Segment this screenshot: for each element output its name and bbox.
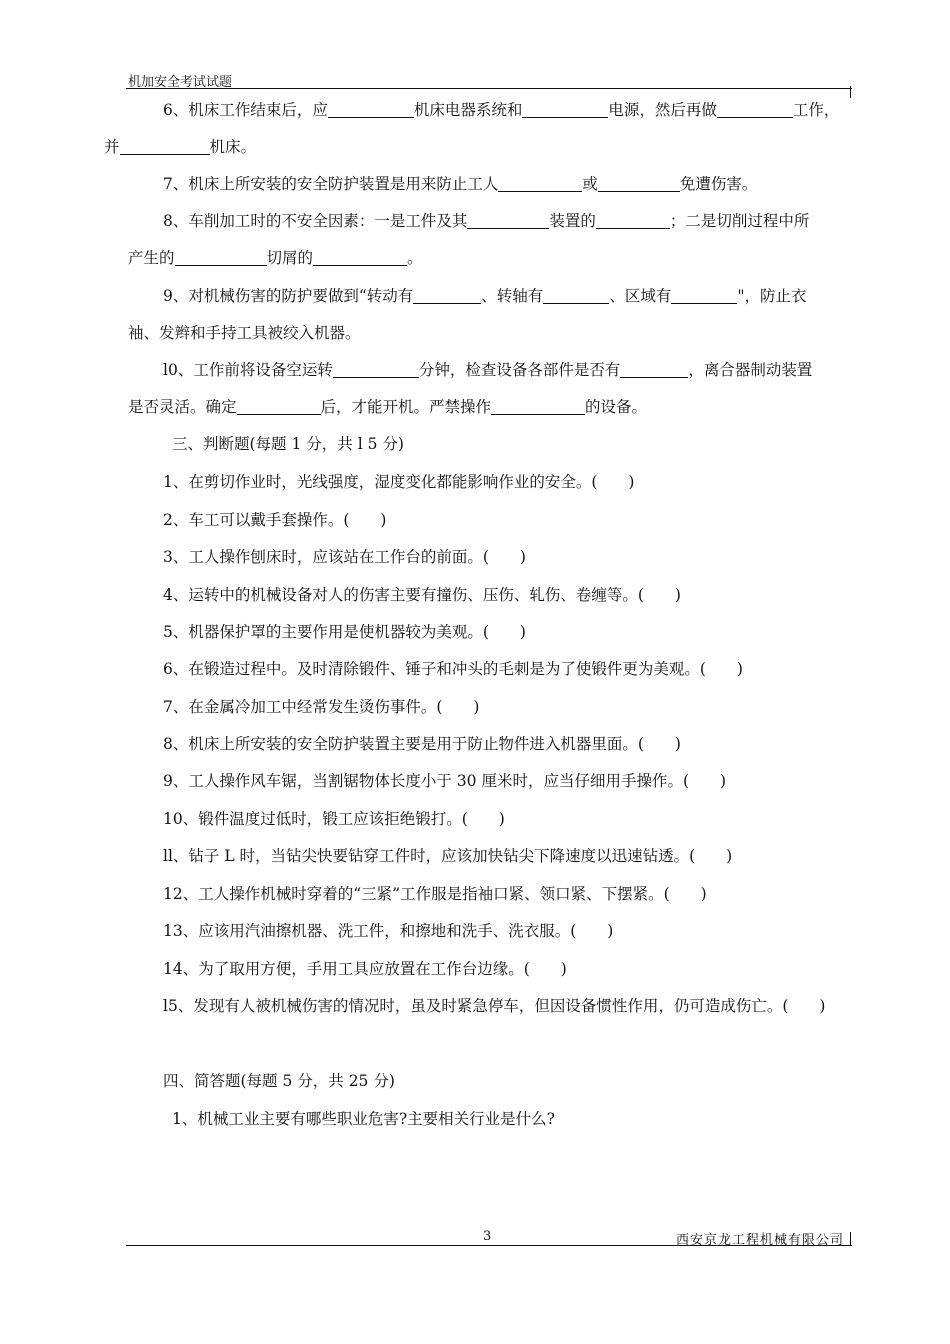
fill-question-9-line-1 [163,286,806,306]
judgment-item: 7、在金属冷加工中经常发生烫伤事件。( ) [163,698,480,716]
q8-text-3: ；二是切削过程中所 [669,212,810,230]
section-heading-judgment: 三、判断题(每题 1 分，共 l 5 分) [172,435,404,453]
judgment-item: 1、在剪切作业时，光线强度，湿度变化都能影响作业的安全。( ) [163,473,635,491]
q7-text-2: 或 [582,175,598,193]
answer-blank [467,214,549,229]
q9-text-3: 、区域有 [609,287,672,305]
judgment-item: 6、在锻造过程中。及时清除锻件、锤子和冲头的毛刺是为了使锻件更为美观。( ) [163,660,743,678]
answer-blank [596,214,670,229]
fill-question-10-line-1 [163,360,812,380]
fill-question-10-line-2 [128,397,647,417]
q8-text-2: 装置的 [549,212,596,230]
q9-text-1: 9、对机械伤害的防护要做到“转动有 [163,287,414,305]
q6-text-2: 机床电器系统和 [413,101,523,119]
company-name: 西安京龙工程机械有限公司 [676,1233,845,1248]
q7-text-3: 免遭伤害。 [679,175,758,193]
q9-text-5: 袖、发辫和手持工具被绞入机器。 [128,324,361,342]
short-answer-item: 1、机械工业主要有哪些职业危害?主要相关行业是什么? [172,1110,555,1128]
q10-text-6: 的设备。 [585,398,648,416]
q10-text-1: l0、工作前将设备空运转 [163,361,333,379]
q10-text-2: 分钟，检查设备各部件是否有 [418,361,621,379]
judgment-item: 14、为了取用方便，手用工具应放置在工作台边缘。( ) [163,960,567,978]
judgment-item: ll、钻子 L 时，当钻尖快要钻穿工件时，应该加快钻尖下降速度以迅速钻透。( ) [163,847,733,865]
answer-blank [175,251,267,266]
q10-text-4: 是否灵活。确定 [128,398,237,416]
header-title: 机加安全考试试题 [128,75,233,90]
q9-text-4: "，防止衣 [737,287,807,305]
answer-blank [333,363,419,378]
judgment-item: 9、工人操作风车锯，当割锯物体长度小于 30 厘米时，应当仔细用手操作。( ) [163,772,727,790]
q6-text-4: 工作， [792,101,840,119]
answer-blank [598,177,680,192]
answer-blank [620,363,688,378]
answer-blank [120,140,210,155]
q7-text-1: 7、机床上所安装的安全防护装置是用来防止工人 [163,175,499,193]
fill-question-6-line-2 [104,137,256,157]
q9-text-2: 、转轴有 [481,287,544,305]
judgment-item: 8、机床上所安装的安全防护装置主要是用于防止物件进入机器里面。( ) [163,735,681,753]
answer-blank [237,400,321,415]
answer-blank [491,400,585,415]
answer-blank [328,103,414,118]
judgment-item: 4、运转中的机械设备对人的伤害主要有撞伤、压伤、轧伤、卷缠等。( ) [163,586,681,604]
q6-text-1: 6、机床工作结束后，应 [163,101,328,119]
q8-text-1: 8、车削加工时的不安全因素：一是工件及其 [163,212,468,230]
q10-text-3: ，离合器制动装置 [688,361,813,379]
answer-blank [717,103,793,118]
judgment-item: 5、机器保护罩的主要作用是使机器较为美观。( ) [163,623,526,641]
judgment-item: 12、工人操作机械时穿着的“三紧”工作服是指袖口紧、领口紧、下摆紧。( ) [163,885,707,903]
judgment-item: 10、锻件温度过低时，锻工应该拒绝锻打。( ) [163,810,505,828]
header-divider [126,88,852,89]
q6-text-5: 并 [104,138,120,156]
q6-text-3: 电源，然后再做 [608,101,717,119]
fill-question-9-line-2 [128,323,361,343]
section-heading-short-answer: 四、简答题(每题 5 分，共 25 分) [163,1072,395,1090]
judgment-item: 2、车工可以戴手套操作。( ) [163,511,387,529]
q8-text-4: 产生的 [128,249,175,267]
answer-blank [313,251,407,266]
answer-blank [543,289,609,304]
fill-question-6-line-1 [163,100,839,120]
answer-blank [498,177,582,192]
judgment-item: l5、发现有人被机械伤害的情况时，虽及时紧急停车，但因设备惯性作用，仍可造成伤亡。( ) [163,997,826,1015]
answer-blank [522,103,608,118]
page-number: 3 [483,1229,492,1244]
q6-text-6: 机床。 [209,138,257,156]
answer-blank [413,289,481,304]
fill-question-8-line-1 [163,211,809,231]
fill-question-7 [163,174,757,194]
judgment-item: 13、应该用汽油擦机器、洗工件，和擦地和洗手、洗衣服。( ) [163,922,614,940]
q10-text-5: 后，才能开机。严禁操作 [320,398,492,416]
footer-divider-tick [850,1232,851,1246]
answer-blank [671,289,737,304]
fill-question-8-line-2 [128,248,423,268]
judgment-item: 3、工人操作刨床时，应该站在工作台的前面。( ) [163,548,526,566]
q8-text-6: 。 [407,249,423,267]
header-divider-tick [850,86,851,98]
q8-text-5: 切屑的 [266,249,314,267]
footer-divider [126,1245,852,1246]
